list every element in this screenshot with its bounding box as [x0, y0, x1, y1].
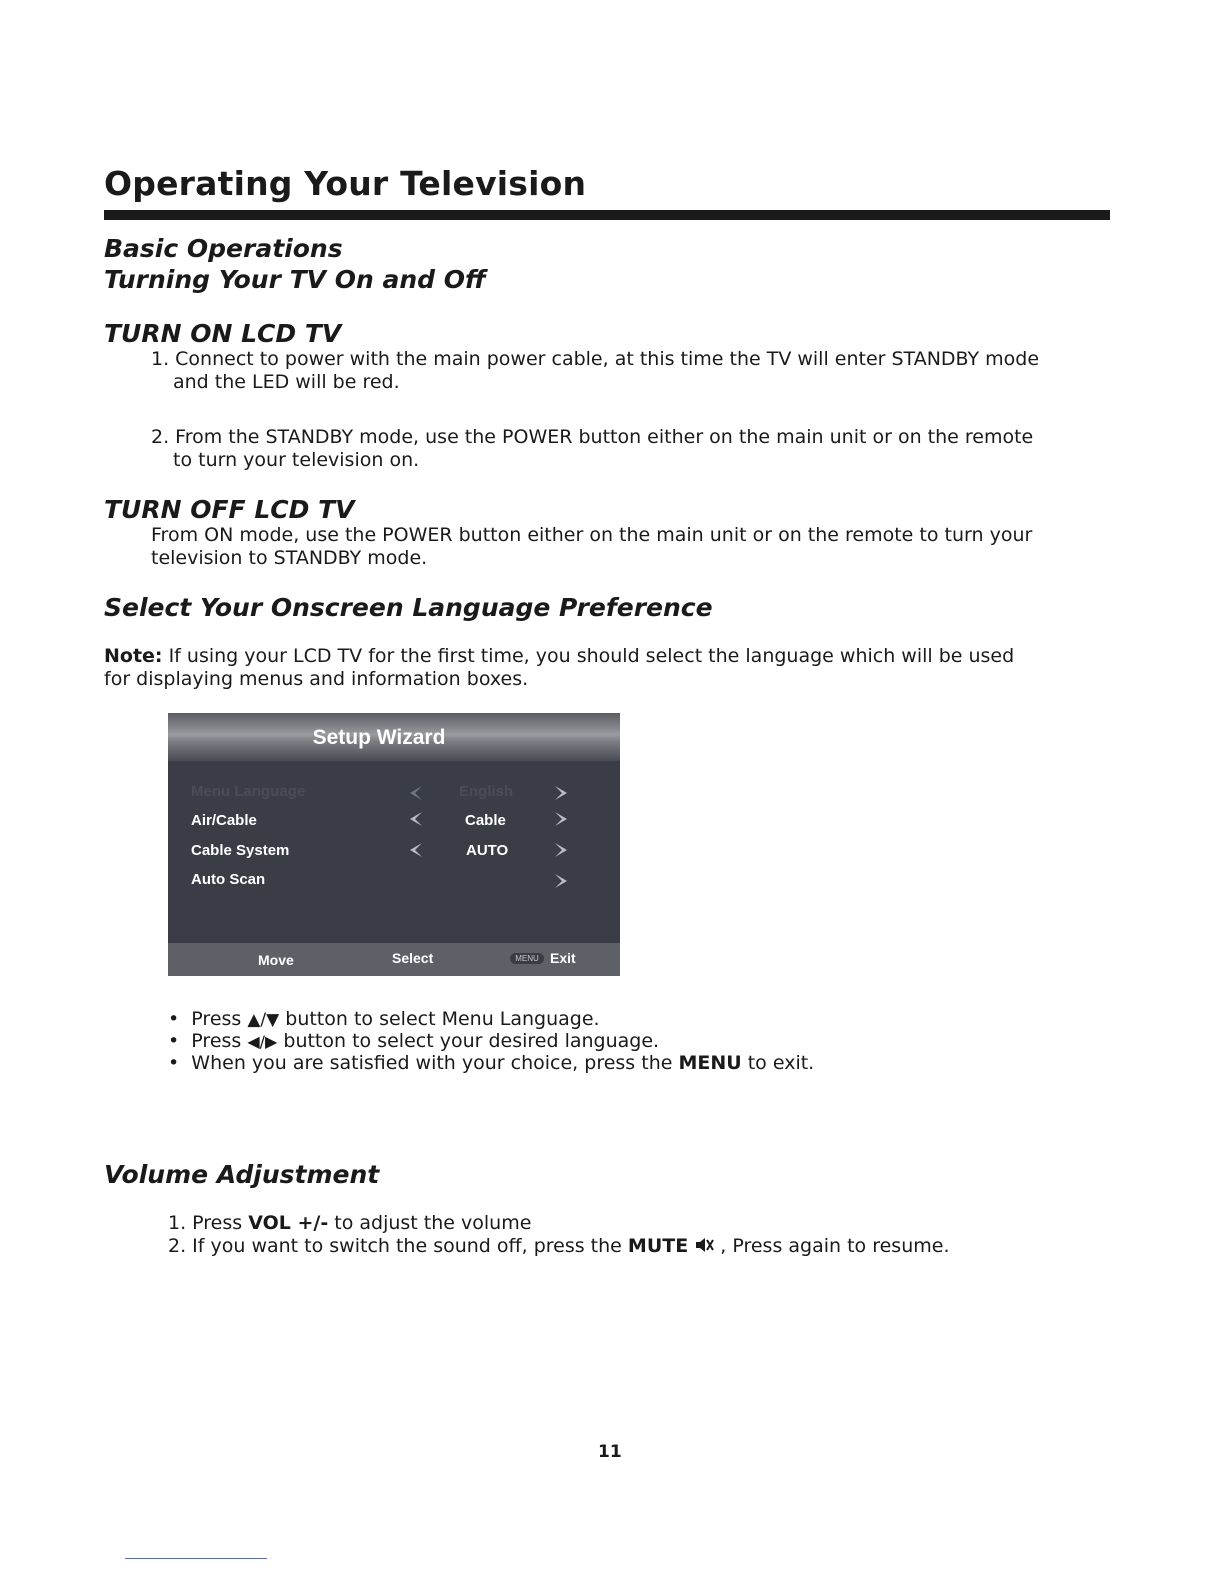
bullet-item: • Press ▲/▼ button to select Menu Language. — [168, 1008, 600, 1030]
wizard-row-value-menu-language: English — [459, 783, 514, 800]
heading-volume: Volume Adjustment — [104, 1160, 380, 1189]
section-heading-turning-on-off: Turning Your TV On and Off — [104, 265, 486, 294]
setup-wizard-screen — [168, 713, 620, 976]
heading-turn-off: TURN OFF LCD TV — [104, 495, 355, 524]
wizard-row-label-cable-system[interactable]: Cable System — [191, 842, 290, 859]
turn-on-step1-line1: 1. Connect to power with the main power cable, at this time the TV will enter STANDBY mode — [151, 348, 1040, 370]
wizard-footer — [168, 943, 620, 976]
note-text: If using your LCD TV for the first time, you should select the language which will be used — [162, 645, 1015, 667]
note-line1 — [104, 645, 1014, 668]
chevron-right-icon[interactable] — [552, 872, 570, 890]
page-number: 11 — [598, 1442, 622, 1462]
turn-off-line2: television to STANDBY mode. — [151, 547, 428, 569]
title-rule — [104, 210, 1110, 220]
chevron-left-icon[interactable] — [407, 784, 425, 802]
turn-on-step2-line1: 2. From the STANDBY mode, use the POWER button either on the main unit or on the remote — [151, 426, 1034, 448]
volume-step1: 1. Press VOL +/- to adjust the volume — [168, 1212, 532, 1234]
menu-key-icon: MENU — [510, 953, 544, 964]
chevron-right-icon[interactable] — [552, 784, 570, 802]
turn-on-step1-line2: and the LED will be red. — [173, 371, 400, 393]
heading-turn-on: TURN ON LCD TV — [104, 319, 342, 348]
wizard-title: Setup Wizard — [312, 726, 446, 749]
wizard-row-label-auto-scan[interactable]: Auto Scan — [191, 871, 266, 888]
left-right-arrow-icon: ◀/▶ — [247, 1032, 278, 1051]
section-heading-basic-operations: Basic Operations — [104, 234, 343, 263]
wizard-row-label-air-cable[interactable]: Air/Cable — [191, 812, 257, 829]
turn-on-step2-line2: to turn your television on. — [173, 449, 420, 471]
note-line2: for displaying menus and information boxes. — [104, 668, 529, 690]
mute-icon — [694, 1236, 714, 1254]
footer-select-label: Select — [392, 950, 434, 966]
wizard-header — [168, 713, 620, 761]
wizard-row-label-menu-language[interactable]: Menu Language — [191, 783, 306, 800]
wizard-row-value-air-cable: Cable — [465, 812, 506, 829]
bullet-item: • Press ◀/▶ button to select your desired language. — [168, 1030, 660, 1052]
bullet-item: • When you are satisfied with your choice, press the MENU to exit. — [168, 1052, 815, 1074]
footer-move-label: Move — [258, 952, 294, 968]
chevron-left-icon[interactable] — [407, 841, 425, 859]
footer-exit-label: Exit — [550, 950, 576, 966]
footer-rule — [125, 1558, 267, 1559]
chevron-left-icon[interactable] — [407, 810, 425, 828]
heading-language: Select Your Onscreen Language Preference — [104, 593, 713, 622]
chevron-right-icon[interactable] — [552, 810, 570, 828]
note-label: Note: — [104, 645, 163, 667]
up-down-arrow-icon: ▲/▼ — [247, 1010, 280, 1030]
wizard-row-value-cable-system: AUTO — [466, 842, 509, 859]
page-title: Operating Your Television — [104, 164, 587, 203]
turn-off-line1: From ON mode, use the POWER button either on the main unit or on the remote to turn your — [151, 524, 1033, 546]
volume-step2: 2. If you want to switch the sound off, press the MUTE , Press again to resume. — [168, 1235, 950, 1257]
chevron-right-icon[interactable] — [552, 841, 570, 859]
